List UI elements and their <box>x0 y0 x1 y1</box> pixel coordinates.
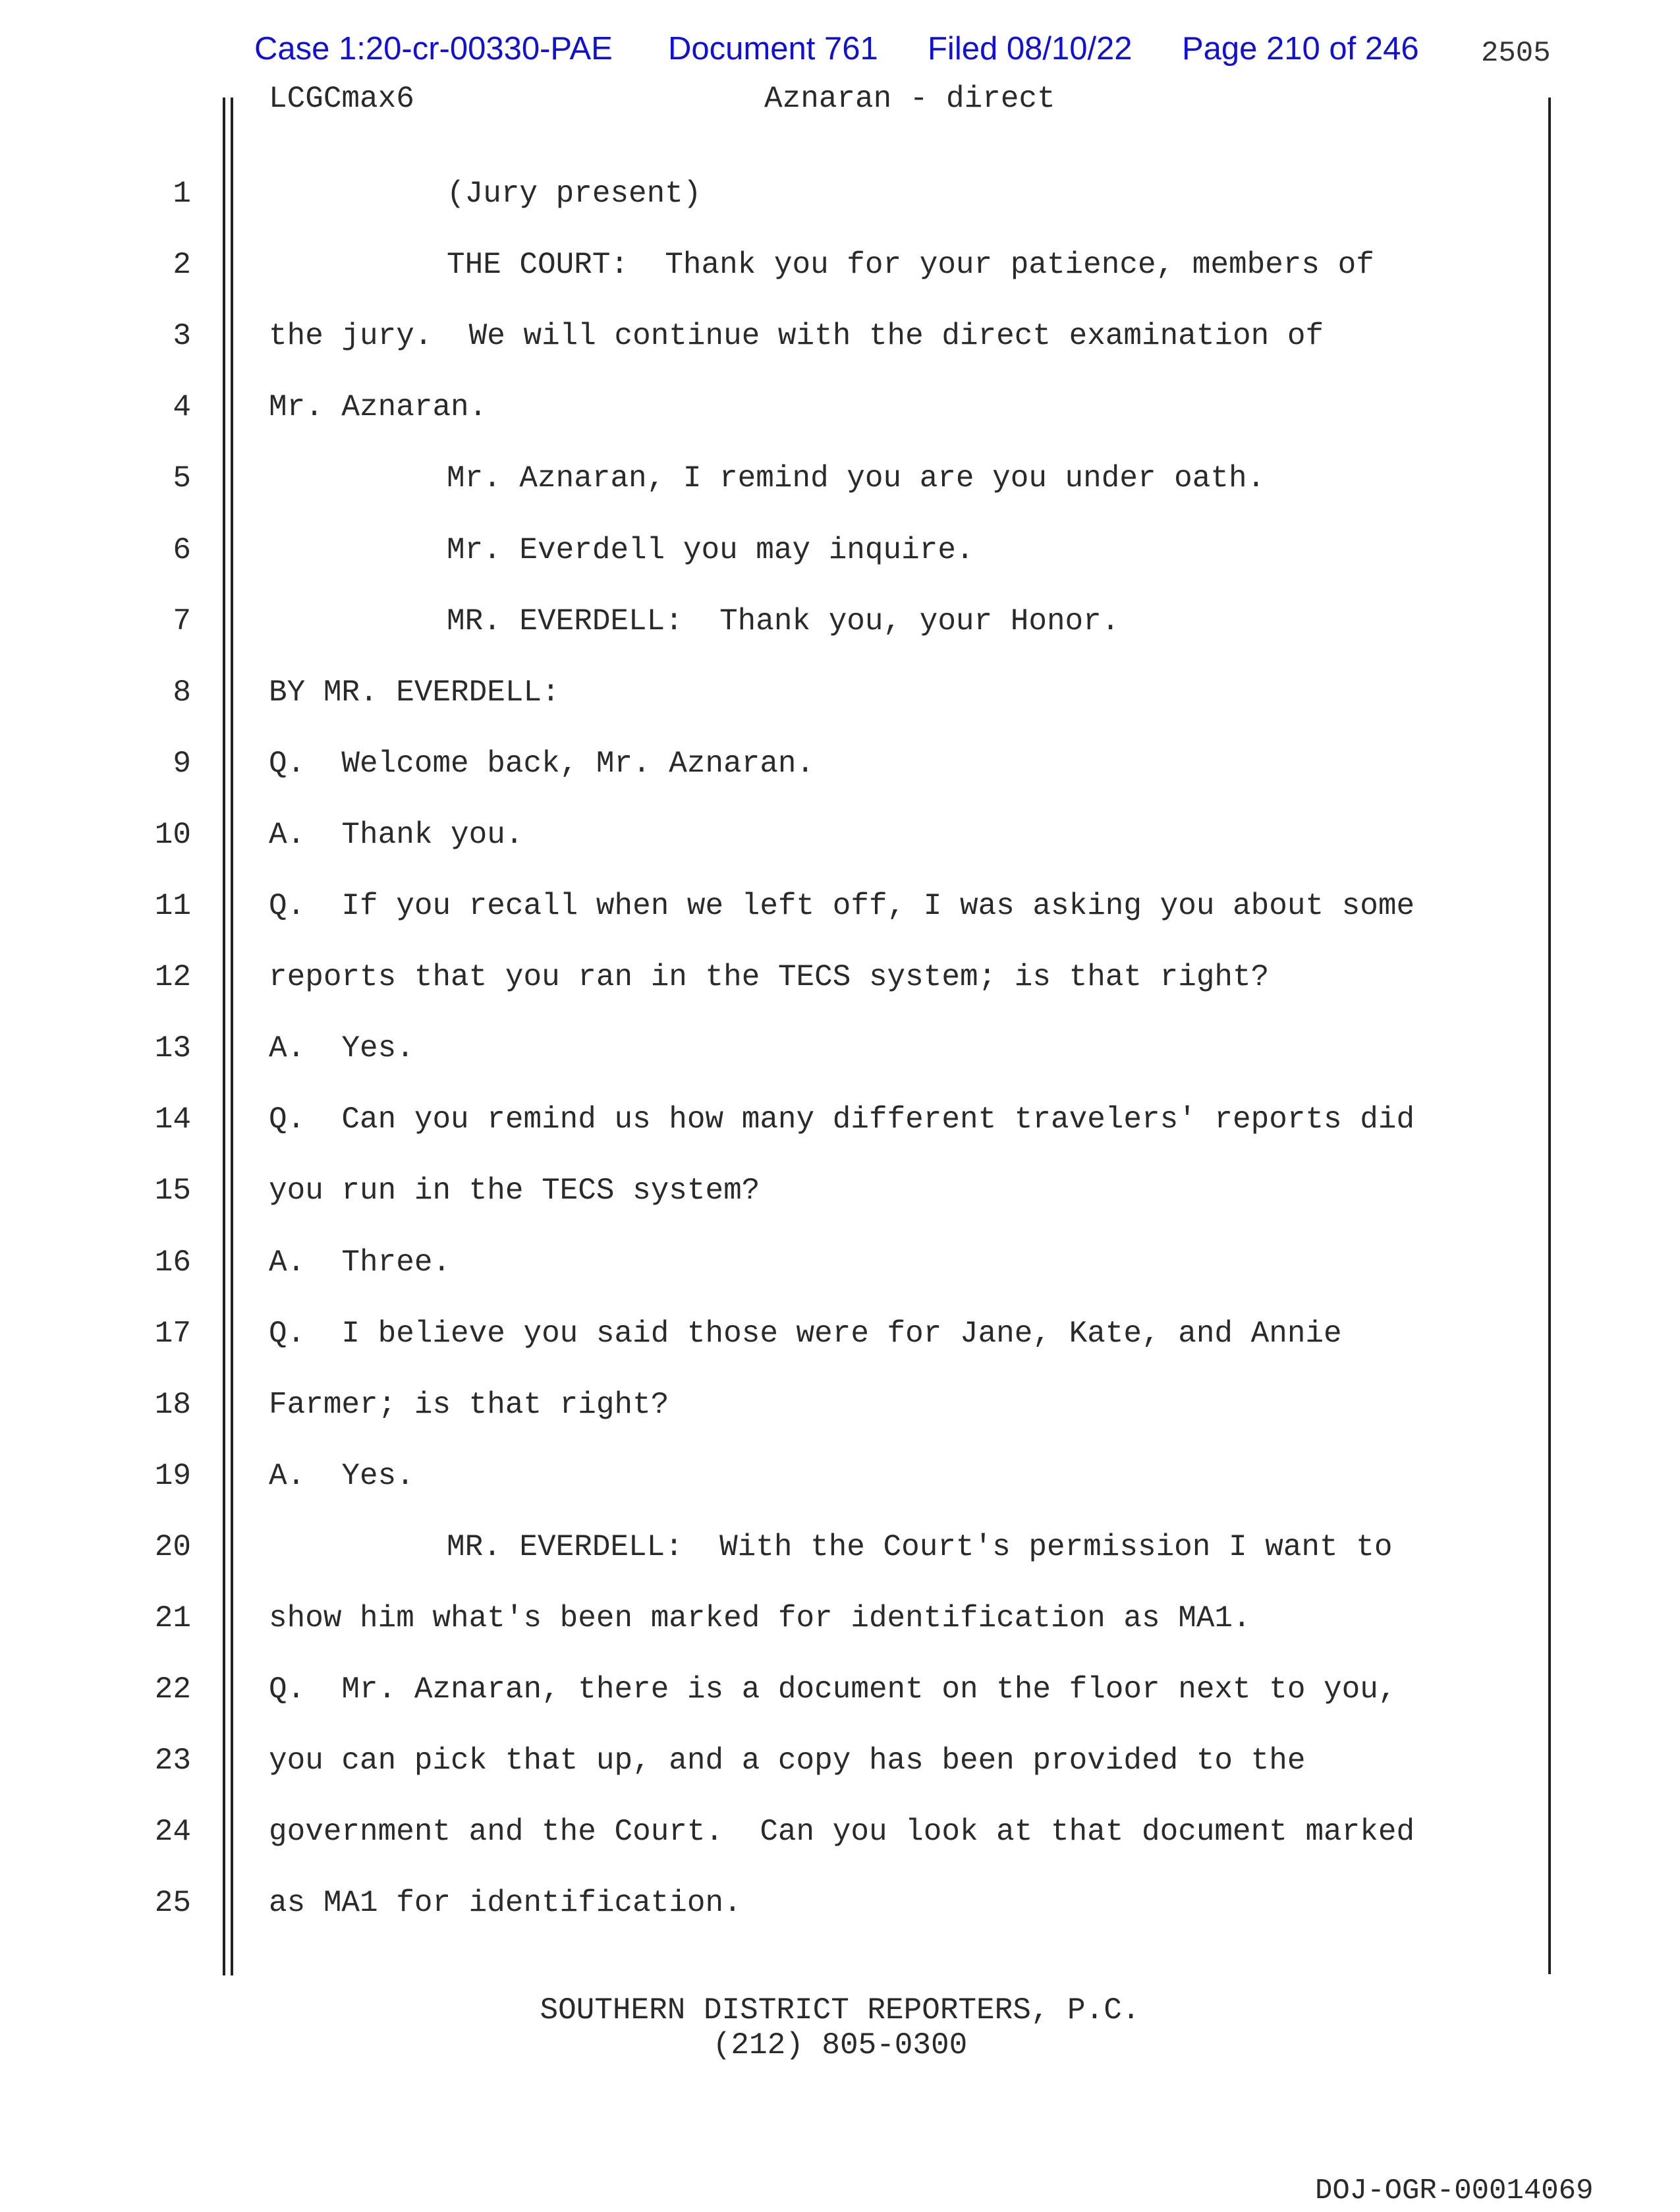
transcript-line <box>0 1031 1680 1102</box>
line-number: 22 <box>154 1672 191 1707</box>
transcript-line <box>0 390 1680 461</box>
transcript-line <box>0 889 1680 960</box>
transcript-line <box>0 1601 1680 1672</box>
line-number: 1 <box>173 177 191 211</box>
transcript-line <box>0 1317 1680 1388</box>
line-text: A. Yes. <box>269 1031 414 1066</box>
line-number: 16 <box>154 1245 191 1280</box>
line-text: MR. EVERDELL: Thank you, your Honor. <box>447 604 1120 638</box>
filed-date: Filed 08/10/22 <box>928 31 1133 67</box>
transcript-line <box>0 1174 1680 1245</box>
line-text: (Jury present) <box>447 177 702 211</box>
line-text: you run in the TECS system? <box>269 1174 760 1208</box>
line-text: Q. Can you remind us how many different travelers' reports did <box>269 1102 1415 1137</box>
line-number: 4 <box>173 390 191 425</box>
line-text: A. Yes. <box>269 1458 414 1493</box>
line-text: show him what's been marked for identification as MA1. <box>269 1601 1251 1635</box>
transcript-line <box>0 461 1680 532</box>
line-text: reports that you ran in the TECS system; is that right? <box>269 960 1270 995</box>
reporter-name: SOUTHERN DISTRICT REPORTERS, P.C. <box>540 1993 1140 2028</box>
line-number: 15 <box>154 1174 191 1208</box>
line-text: Mr. Everdell you may inquire. <box>447 532 974 567</box>
line-number: 3 <box>173 319 191 354</box>
line-text: you can pick that up, and a copy has been provided to the <box>269 1744 1306 1778</box>
transcript-line <box>0 1744 1680 1815</box>
line-text: the jury. We will continue with the direct examination of <box>269 319 1324 354</box>
page-of-total: Page 210 of 246 <box>1182 31 1419 67</box>
line-number: 6 <box>173 532 191 567</box>
running-header-title: Aznaran - direct <box>764 82 1055 116</box>
line-number: 17 <box>154 1316 191 1351</box>
reporter-phone: (212) 805-0300 <box>712 2028 968 2062</box>
line-number: 14 <box>154 1102 191 1137</box>
line-number: 11 <box>154 889 191 923</box>
line-text: A. Thank you. <box>269 817 524 852</box>
line-number: 21 <box>154 1601 191 1635</box>
line-text: as MA1 for identification. <box>269 1886 742 1921</box>
transcript-line <box>0 675 1680 747</box>
transcript-line <box>0 248 1680 319</box>
line-number: 2 <box>173 248 191 283</box>
transcript-line <box>0 1245 1680 1317</box>
line-number: 5 <box>173 461 191 496</box>
line-text: Q. Mr. Aznaran, there is a document on the floor next to you, <box>269 1672 1397 1707</box>
line-number: 7 <box>173 604 191 638</box>
transcript-line <box>0 818 1680 889</box>
transcript-line <box>0 1815 1680 1886</box>
line-number: 23 <box>154 1744 191 1778</box>
line-number: 20 <box>154 1529 191 1564</box>
transcript-line <box>0 1672 1680 1744</box>
transcript-line <box>0 604 1680 675</box>
line-text: MR. EVERDELL: With the Court's permission I want to <box>447 1529 1393 1564</box>
line-number: 13 <box>154 1031 191 1066</box>
line-number: 10 <box>154 817 191 852</box>
transcript-page-number: 2505 <box>1481 37 1551 70</box>
transcript-line <box>0 1388 1680 1459</box>
transcript-line <box>0 177 1680 248</box>
line-text: government and the Court. Can you look at that document marked <box>269 1815 1415 1850</box>
line-text: Mr. Aznaran. <box>269 390 488 425</box>
line-text: A. Three. <box>269 1245 451 1280</box>
bates-number: DOJ-OGR-00014069 <box>1315 2174 1594 2207</box>
line-number: 19 <box>154 1458 191 1493</box>
line-text: Q. If you recall when we left off, I was asking you about some <box>269 889 1415 923</box>
transcript-line <box>0 1886 1680 1957</box>
line-text: THE COURT: Thank you for your patience, members of <box>447 248 1374 283</box>
transcript-line <box>0 319 1680 390</box>
transcript-line <box>0 1102 1680 1174</box>
transcript-line <box>0 960 1680 1031</box>
line-number: 24 <box>154 1815 191 1850</box>
document-number: Document 761 <box>668 31 878 67</box>
ecf-header-stamp <box>0 30 1680 70</box>
line-number: 25 <box>154 1886 191 1921</box>
transcript-line <box>0 533 1680 604</box>
line-number: 9 <box>173 746 191 781</box>
transcript-line <box>0 747 1680 818</box>
case-number: Case 1:20-cr-00330-PAE <box>254 31 613 67</box>
line-text: Farmer; is that right? <box>269 1387 669 1422</box>
running-header-code: LCGCmax6 <box>269 82 414 116</box>
line-text: BY MR. EVERDELL: <box>269 675 560 710</box>
line-text: Q. Welcome back, Mr. Aznaran. <box>269 746 815 781</box>
transcript-line <box>0 1459 1680 1530</box>
line-text: Mr. Aznaran, I remind you are you under oath. <box>447 461 1266 496</box>
line-text: Q. I believe you said those were for Jane, Kate, and Annie <box>269 1316 1342 1351</box>
transcript-line <box>0 1530 1680 1601</box>
line-number: 18 <box>154 1387 191 1422</box>
line-number: 8 <box>173 675 191 710</box>
line-number: 12 <box>154 960 191 995</box>
